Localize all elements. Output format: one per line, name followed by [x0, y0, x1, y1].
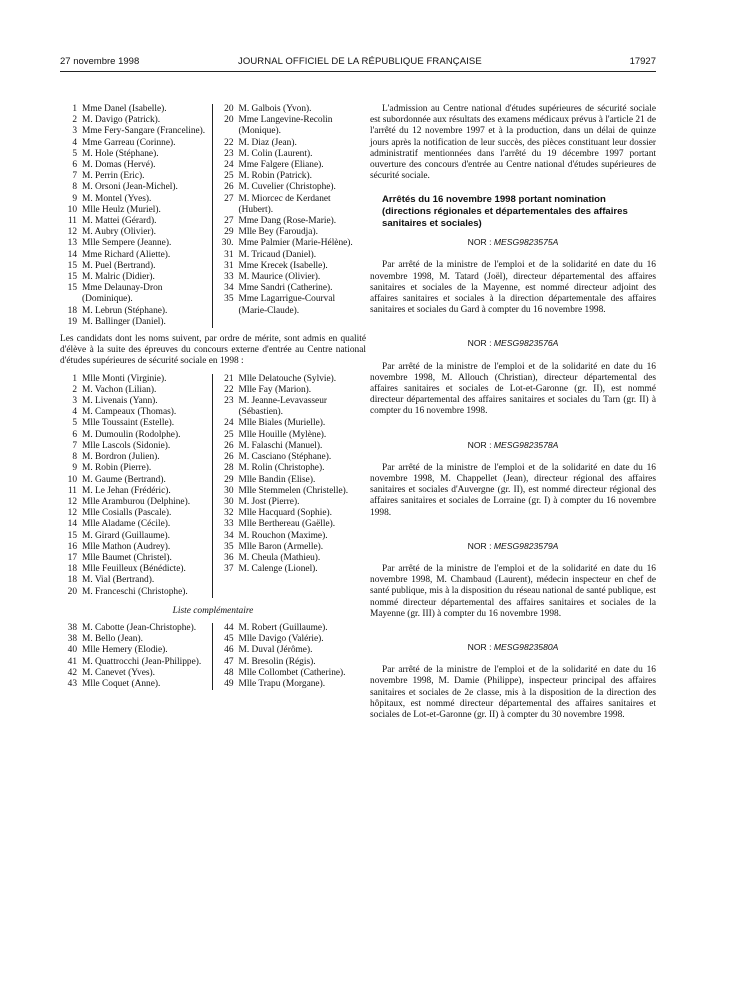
candidate-name: M. Cabotte (Jean-Christophe). — [82, 622, 197, 633]
list-item — [60, 623, 208, 634]
arrete-block — [370, 440, 656, 519]
list-item — [217, 519, 367, 530]
list-item — [60, 575, 208, 586]
rank-number: 18 — [67, 564, 77, 575]
candidate-name: M. Girard (Guillaume). — [82, 530, 170, 541]
nor-reference — [370, 237, 656, 248]
arretes-blocks — [370, 237, 656, 721]
candidate-name: Mlle Collombet (Catherine). — [238, 667, 346, 678]
candidate-name: M. Domas (Hervé). — [82, 160, 156, 171]
list-item — [217, 497, 367, 508]
list-item — [60, 250, 208, 261]
list-item — [217, 623, 367, 634]
candidate-name: M. Mattei (Gérard). — [82, 216, 157, 227]
list-item — [217, 396, 367, 418]
nor-label: NOR : — [467, 642, 492, 653]
candidate-name: Mlle Feuilleux (Bénédicte). — [82, 564, 186, 575]
list-item — [60, 160, 208, 171]
candidate-name: M. Dumoulin (Rodolphe). — [82, 429, 181, 440]
candidate-name: M. Calenge (Lionel). — [238, 564, 318, 575]
list-item — [60, 418, 208, 429]
list-item — [60, 634, 208, 645]
right-column — [370, 104, 656, 743]
arrete-block — [370, 642, 656, 721]
rank-number: 29 — [224, 227, 234, 238]
rank-number: 20 — [224, 104, 234, 114]
candidate-name: M. Puel (Bertrand). — [82, 260, 156, 271]
candidate-name: Mlle Berthereau (Gaëlle). — [238, 519, 336, 530]
admis-list-1-col1 — [60, 104, 213, 328]
header-date: 27 novembre 1998 — [60, 56, 140, 67]
rank-number: 2 — [72, 384, 77, 395]
rank-number: 25 — [224, 429, 234, 440]
candidate-name: M. Perrin (Eric). — [82, 171, 145, 182]
rank-number: 14 — [67, 519, 77, 530]
list-item — [60, 679, 208, 690]
rank-number: 45 — [224, 634, 234, 645]
list-item — [60, 216, 208, 227]
liste-complementaire-col1 — [60, 623, 213, 690]
list-item — [60, 261, 208, 272]
list-item — [217, 645, 367, 656]
rank-number: 4 — [72, 407, 77, 418]
rank-number: 24 — [224, 160, 234, 171]
rank-number: 9 — [72, 193, 77, 204]
rank-number: 33 — [224, 519, 234, 530]
rank-number: 7 — [72, 171, 77, 182]
candidate-name: M. Orsoni (Jean-Michel). — [82, 182, 178, 193]
candidate-name: M. Bordron (Julien). — [82, 452, 160, 463]
page-number: 17927 — [629, 56, 656, 67]
list-item — [60, 306, 208, 317]
list-item — [60, 238, 208, 249]
list-item — [60, 519, 208, 530]
nor-label: NOR : — [467, 439, 492, 450]
candidate-name: M. Rolin (Christophe). — [238, 463, 325, 474]
rank-number: 1 — [72, 104, 77, 114]
rank-number: 35 — [224, 541, 234, 552]
candidate-name: M. Diaz (Jean). — [238, 137, 297, 148]
rank-number: 8 — [72, 182, 77, 193]
candidate-name: M. Jeanne-Levavasseur (Sébastien). — [238, 396, 328, 418]
candidate-name: Mlle Davigo (Valérie). — [238, 634, 324, 645]
list-item — [60, 553, 208, 564]
list-item — [217, 194, 367, 216]
candidate-name: Mlle Baron (Armelle). — [238, 541, 324, 552]
list-item — [60, 149, 208, 160]
rank-number: 6 — [72, 429, 77, 440]
rank-number: 9 — [72, 463, 77, 474]
list-item — [217, 171, 367, 182]
rank-number: 18 — [67, 575, 77, 586]
rank-number: 15 — [67, 283, 77, 294]
rank-number: 10 — [67, 474, 77, 485]
list-item — [217, 149, 367, 160]
rank-number: 26 — [224, 452, 234, 463]
candidate-name: M. Falaschi (Manuel). — [238, 440, 323, 451]
rank-number: 25 — [224, 171, 234, 182]
rank-number: 15 — [67, 530, 77, 541]
rank-number: 5 — [72, 148, 77, 159]
list-item — [217, 679, 367, 690]
candidate-name: Mlle Sempere (Jeanne). — [82, 238, 172, 249]
nor-code: MESG9823578A — [493, 439, 559, 450]
admis-list-2 — [60, 374, 366, 598]
list-item — [60, 645, 208, 656]
rank-number: 3 — [72, 126, 77, 137]
candidate-name: M. Robin (Pierre). — [82, 463, 152, 474]
nor-reference — [370, 541, 656, 552]
candidate-name: M. Lebrun (Stéphane). — [82, 305, 168, 316]
list-item — [60, 374, 208, 385]
candidate-name: M. Montel (Yves). — [82, 193, 152, 204]
nor-reference — [370, 642, 656, 653]
candidate-name: M. Canevet (Yves). — [82, 667, 155, 678]
nor-code: MESG9823579A — [493, 540, 559, 551]
rank-number: 12 — [67, 496, 77, 507]
candidate-name: Mme Sandri (Catherine). — [238, 283, 333, 294]
list-item — [60, 115, 208, 126]
list-item — [60, 542, 208, 553]
list-item — [60, 463, 208, 474]
list-item — [60, 564, 208, 575]
candidate-name: M. Quattrocchi (Jean-Philippe). — [82, 656, 202, 667]
rank-number: 20 — [224, 115, 234, 126]
rank-number: 10 — [67, 204, 77, 215]
list-item — [60, 104, 208, 115]
candidate-name: Mlle Coquet (Anne). — [82, 678, 161, 689]
list-item — [217, 441, 367, 452]
candidats-paragraph: Les candidats dont les noms suivent, par ordre de mérite, sont admis en qualité d'élève à la suite des épreuves du concours externe d'entrée au Centre national d'études supérieures de sécurité sociale en 1998 : — [60, 334, 366, 367]
liste-complementaire-col2 — [213, 623, 367, 690]
list-item — [217, 261, 367, 272]
list-item — [217, 385, 367, 396]
candidate-name: M. Bello (Jean). — [82, 634, 143, 645]
candidate-name: Mlle Toussaint (Estelle). — [82, 418, 175, 429]
list-item — [217, 238, 367, 249]
candidate-name: Mme Fery-Sangare (Franceline). — [82, 126, 206, 137]
candidate-name: M. Duval (Jérôme). — [238, 645, 313, 656]
rank-number: 31 — [224, 260, 234, 271]
arrete-text: Par arrêté de la ministre de l'emploi et de la solidarité en date du 16 novembre 1998, M. Damie (Philippe), inspecteur principal des affaires sanitaires et sociales de 2e classe, mis à la disposition de la direction des hôpitaux, est nommé directeur départemental des affaires sanitaires et sociales de Lot-et-Garonne (gr. II) à compter du 30 novembre 1998. — [370, 665, 656, 721]
candidate-name: Mlle Cosialls (Pascale). — [82, 508, 172, 519]
list-item — [217, 668, 367, 679]
candidate-name: Mlle Bey (Faroudja). — [238, 227, 318, 238]
list-item — [217, 657, 367, 668]
candidate-name: M. Casciano (Stéphane). — [238, 452, 332, 463]
list-item — [217, 564, 367, 575]
nor-label: NOR : — [467, 237, 492, 248]
nor-code: MESG9823576A — [493, 338, 559, 349]
candidate-name: M. Vial (Bertrand). — [82, 575, 155, 586]
list-item — [60, 126, 208, 137]
candidate-name: M. Colin (Laurent). — [238, 148, 313, 159]
list-item — [217, 553, 367, 564]
admis-list-2-col2 — [213, 374, 367, 598]
candidate-name: Mlle Hacquard (Sophie). — [238, 508, 332, 519]
candidate-name: Mlle Biales (Murielle). — [238, 418, 326, 429]
candidate-name: Mme Danel (Isabelle). — [82, 104, 167, 114]
candidate-name: Mlle Delatouche (Sylvie). — [238, 373, 337, 384]
nor-reference — [370, 338, 656, 349]
candidate-name: M. Campeaux (Thomas). — [82, 407, 177, 418]
rank-number: 23 — [224, 396, 234, 407]
rank-number: 42 — [67, 667, 77, 678]
admis-list-1 — [60, 104, 366, 328]
rank-number: 28 — [224, 463, 234, 474]
rank-number: 30 — [224, 485, 234, 496]
rank-number: 36 — [224, 552, 234, 563]
list-item — [60, 227, 208, 238]
rank-number: 5 — [72, 418, 77, 429]
list-item — [60, 205, 208, 216]
list-item — [217, 216, 367, 227]
list-item — [217, 634, 367, 645]
rank-number: 34 — [224, 283, 234, 294]
candidate-name: M. Cuvelier (Christophe). — [238, 182, 336, 193]
candidate-name: M. Davigo (Patrick). — [82, 115, 161, 126]
rank-number: 15 — [67, 260, 77, 271]
list-item — [60, 182, 208, 193]
arrete-text: Par arrêté de la ministre de l'emploi et de la solidarité en date du 16 novembre 1998, M. Chappellet (Jean), directeur régional des affaires sanitaires et sociales d'Auvergne (gr. II), est nommé directeur régional des affaires sanitaires et sociales de Lorraine (gr. I) à compter du 16 novembre 1998. — [370, 462, 656, 518]
candidate-name: Mme Richard (Aliette). — [82, 249, 171, 260]
rank-number: 16 — [67, 541, 77, 552]
candidate-name: M. Cheula (Mathieu). — [238, 552, 321, 563]
page-header — [60, 56, 656, 70]
left-column — [60, 104, 366, 690]
candidate-name: M. Tricaud (Daniel). — [238, 249, 317, 260]
rank-number: 20 — [67, 586, 77, 597]
rank-number: 8 — [72, 452, 77, 463]
liste-complementaire — [60, 623, 366, 690]
candidate-name: Mme Delaunay-Dron (Dominique). — [82, 283, 163, 305]
candidate-name: Mme Krecek (Isabelle). — [238, 260, 328, 271]
list-item — [60, 497, 208, 508]
list-item — [217, 115, 367, 137]
candidate-name: Mlle Bandin (Elise). — [238, 474, 316, 485]
nor-code: MESG9823575A — [493, 237, 559, 248]
rank-number: 14 — [67, 249, 77, 260]
candidate-name: M. Ballinger (Daniel). — [82, 316, 166, 327]
rank-number: 4 — [72, 137, 77, 148]
candidate-name: M. Miorcec de Kerdanet (Hubert). — [238, 193, 331, 215]
rank-number: 32 — [224, 508, 234, 519]
list-item — [217, 182, 367, 193]
list-item — [217, 294, 367, 316]
list-item — [217, 486, 367, 497]
candidate-name: M. Rouchon (Maxime). — [238, 530, 328, 541]
list-item — [217, 430, 367, 441]
nor-label: NOR : — [467, 540, 492, 551]
candidate-name: M. Jost (Pierre). — [238, 496, 300, 507]
journal-title: JOURNAL OFFICIEL DE LA RÉPUBLIQUE FRANÇAISE — [238, 56, 482, 67]
candidate-name: Mlle Hemery (Elodie). — [82, 645, 168, 656]
rank-number: 12 — [67, 227, 77, 238]
list-item — [217, 475, 367, 486]
candidate-name: Mlle Trapu (Morgane). — [238, 678, 326, 689]
rank-number: 13 — [67, 238, 77, 249]
arrete-block — [370, 338, 656, 417]
rank-number: 37 — [224, 564, 234, 575]
list-item — [217, 272, 367, 283]
rank-number: 27 — [224, 216, 234, 227]
candidate-name: M. Bresolin (Régis). — [238, 656, 316, 667]
candidate-name: M. Malric (Didier). — [82, 272, 155, 283]
rank-number: 43 — [67, 678, 77, 689]
candidate-name: M. Aubry (Olivier). — [82, 227, 156, 238]
rank-number: 34 — [224, 530, 234, 541]
candidate-name: Mlle Houille (Mylène). — [238, 429, 327, 440]
rank-number: 3 — [72, 396, 77, 407]
arrete-text: Par arrêté de la ministre de l'emploi et de la solidarité en date du 16 novembre 1998, M. Tatard (Joël), directeur départemental des affaires sanitaires et sociales de la Mayenne, est nommé directeur adjoint des affaires sanitaires et sociales à la direction départementale des affaires sanitaires et sociales du Gard à compter du 16 novembre 1998. — [370, 260, 656, 316]
list-item — [217, 452, 367, 463]
rank-number: 7 — [72, 440, 77, 451]
rank-number: 22 — [224, 384, 234, 395]
candidate-name: Mme Langevine-Recolin (Monique). — [238, 115, 333, 137]
list-item — [217, 374, 367, 385]
rank-number: 17 — [67, 552, 77, 563]
header-rule — [60, 71, 656, 72]
arrete-block — [370, 237, 656, 316]
rank-number: 15 — [67, 272, 77, 283]
rank-number: 19 — [67, 316, 77, 327]
candidate-name: M. Le Jehan (Frédéric). — [82, 485, 171, 496]
rank-number: 27 — [224, 193, 234, 204]
arretes-title: Arrêtés du 16 novembre 1998 portant nomination (directions régionales et départementales des affaires sanitaires et sociales) — [382, 194, 628, 229]
rank-number: 49 — [224, 678, 234, 689]
candidate-name: Mlle Stemmelen (Christelle). — [238, 485, 349, 496]
rank-number: 31 — [224, 249, 234, 260]
list-item — [217, 138, 367, 149]
rank-number: 29 — [224, 474, 234, 485]
liste-complementaire-title: Liste complémentaire — [172, 605, 254, 616]
candidate-name: Mlle Fay (Marion). — [238, 384, 312, 395]
arrete-block — [370, 541, 656, 620]
rank-number: 30 — [224, 496, 234, 507]
candidate-name: Mme Lagarrigue-Courval (Marie-Claude). — [238, 294, 336, 316]
candidate-name: M. Hole (Stéphane). — [82, 148, 159, 159]
list-item — [60, 430, 208, 441]
rank-number: 1 — [72, 373, 77, 384]
list-item — [60, 657, 208, 668]
list-item — [217, 418, 367, 429]
candidate-name: Mme Garreau (Corinne). — [82, 137, 176, 148]
list-item — [60, 508, 208, 519]
list-item — [60, 486, 208, 497]
rank-number: 41 — [67, 656, 77, 667]
rank-number: 11 — [67, 216, 77, 227]
rank-number: 11 — [67, 485, 77, 496]
rank-number: 26 — [224, 440, 234, 451]
nor-reference — [370, 440, 656, 451]
list-item — [217, 463, 367, 474]
rank-number: 38 — [67, 634, 77, 645]
candidate-name: M. Vachon (Lilian). — [82, 384, 157, 395]
list-item — [217, 160, 367, 171]
list-item — [60, 668, 208, 679]
list-item — [60, 317, 208, 328]
list-item — [60, 587, 208, 598]
candidate-name: Mlle Aladame (Cécile). — [82, 519, 171, 530]
list-item — [60, 441, 208, 452]
list-item — [217, 542, 367, 553]
candidate-name: Mme Dang (Rose-Marie). — [238, 216, 337, 227]
list-item — [60, 272, 208, 283]
admission-paragraph: L'admission au Centre national d'études supérieures de sécurité sociale est subordonnée aux résultats des examens médicaux prévus à l'article 21 de l'arrêté du 12 novembre 1997 et à la production, dans un délai de quinze jours après la notification de leur succès, des pièces constituant leur dossier administratif mentionnées dans l'arrêté du 19 décembre 1997 portant ouverture des concours d'entrée au Centre national d'études supérieures de sécurité sociale. — [370, 104, 656, 182]
rank-number: 47 — [224, 656, 234, 667]
nor-code: MESG9823580A — [493, 642, 559, 653]
candidate-name: Mlle Mathon (Audrey). — [82, 541, 171, 552]
list-item — [217, 250, 367, 261]
rank-number: 6 — [72, 160, 77, 171]
rank-number: 35 — [224, 294, 234, 305]
rank-number: 33 — [224, 272, 234, 283]
list-item — [217, 227, 367, 238]
admis-list-2-col1 — [60, 374, 213, 598]
candidate-name: M. Livenais (Yann). — [82, 396, 158, 407]
candidate-name: M. Gaume (Bertrand). — [82, 474, 166, 485]
list-item — [60, 171, 208, 182]
candidate-name: M. Maurice (Olivier). — [238, 272, 321, 283]
rank-number: 44 — [224, 622, 234, 633]
list-item — [217, 508, 367, 519]
candidate-name: Mlle Monti (Virginie). — [82, 373, 167, 384]
candidate-name: M. Robert (Guillaume). — [238, 622, 328, 633]
arrete-text: Par arrêté de la ministre de l'emploi et de la solidarité en date du 16 novembre 1998, M. Allouch (Christian), directeur départemental des affaires sanitaires et sociales de Lot-et-Garonne (gr. II), est nommé directeur départemental des affaires sanitaires et sociales du Tarn (gr. II) à compter du 16 novembre 1998. — [370, 361, 656, 417]
list-item — [60, 138, 208, 149]
candidate-name: M. Galbois (Yvon). — [238, 104, 312, 114]
rank-number: 46 — [224, 645, 234, 656]
rank-number: 22 — [224, 137, 234, 148]
rank-number: 2 — [72, 115, 77, 126]
rank-number: 26 — [224, 182, 234, 193]
nor-label: NOR : — [467, 338, 492, 349]
candidate-name: Mlle Aramburou (Delphine). — [82, 496, 191, 507]
list-item — [60, 452, 208, 463]
list-item — [60, 385, 208, 396]
rank-number: 21 — [224, 373, 234, 384]
candidate-name: Mlle Heulz (Muriel). — [82, 204, 161, 215]
rank-number: 24 — [224, 418, 234, 429]
list-item — [60, 531, 208, 542]
list-item — [60, 475, 208, 486]
list-item — [60, 396, 208, 407]
rank-number: 23 — [224, 148, 234, 159]
candidate-name: Mlle Baumet (Christel). — [82, 552, 172, 563]
rank-number: 48 — [224, 667, 234, 678]
list-item — [217, 531, 367, 542]
candidate-name: M. Robin (Patrick). — [238, 171, 312, 182]
list-item — [217, 104, 367, 115]
list-item — [60, 407, 208, 418]
admis-list-1-col2 — [213, 104, 367, 328]
rank-number: 30. — [221, 238, 234, 249]
candidate-name: M. Franceschi (Christophe). — [82, 586, 188, 597]
candidate-name: Mlle Lascols (Sidonie). — [82, 440, 171, 451]
rank-number: 40 — [67, 645, 77, 656]
rank-number: 12 — [67, 508, 77, 519]
arrete-text: Par arrêté de la ministre de l'emploi et de la solidarité en date du 16 novembre 1998, M. Chambaud (Laurent), médecin inspecteur en chef de santé publique, mis à la disposition du réseau national de santé publique, est nommé directeur départemental des affaires sanitaires et sociales de la Mayenne (gr. III) à compter du 16 novembre 1998. — [370, 564, 656, 619]
list-item — [60, 194, 208, 205]
list-item — [60, 283, 208, 305]
rank-number: 38 — [67, 622, 77, 633]
candidate-name: Mme Palmier (Marie-Hélène). — [238, 238, 353, 249]
list-item — [217, 283, 367, 294]
candidate-name: Mme Falgere (Eliane). — [238, 160, 324, 171]
rank-number: 18 — [67, 305, 77, 316]
